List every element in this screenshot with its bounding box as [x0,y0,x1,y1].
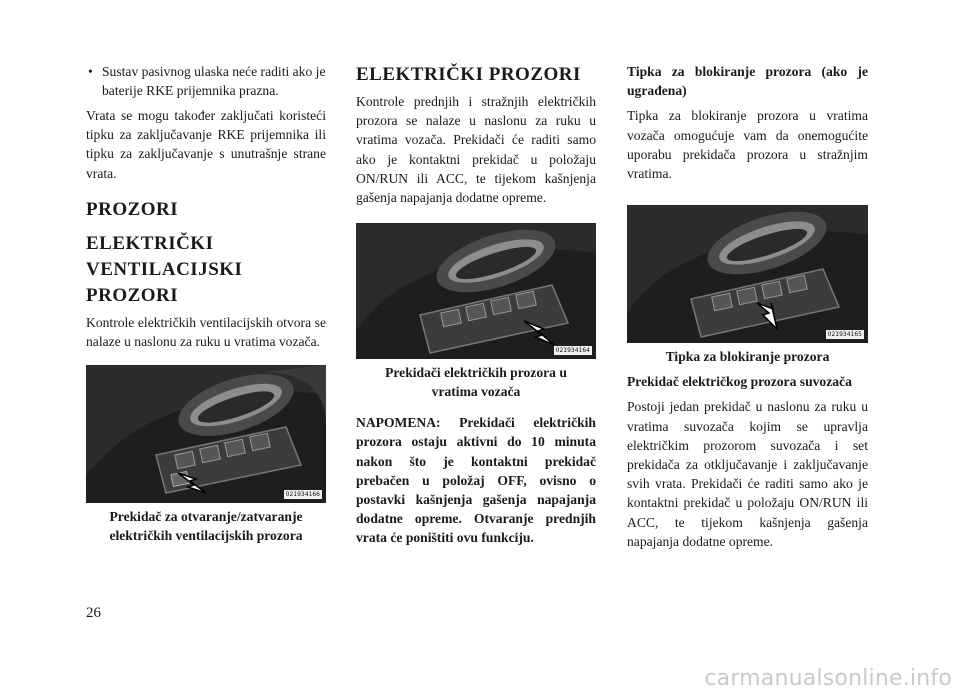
caption-vent-line1: Prekidač za otvaranje/zatvaranje [109,509,303,525]
paragraph-window-lock: Tipka za blokiranje prozora u vratima vozača omogućuje vam da onemogućite uporabu prekidača prozora u stražnjim vratima. [627,108,868,182]
column-middle [356,62,596,548]
door-panel-photo-driver [356,223,596,359]
door-panel-photo-lock [627,205,868,343]
paragraph-power-window-controls: Kontrole prednjih i stražnjih električkih prozora se nalaze u naslonu za ruku u vratima vozača. Prekidači će raditi samo ako je kontaktni prekidač u položaju ON/RUN ili ACC, te tijekom kašnjenja gašenja napajanja dodatne opreme. [356,94,596,206]
door-panel-photo-vent [86,365,326,503]
heading-power-windows: ELEKTRIČKI PROZORI [356,64,581,85]
image-code: 021934164 [555,347,590,355]
caption-driver-line2: vratima vozača [431,384,521,400]
caption-vent-line2: električkih ventilacijskih prozora [109,528,303,544]
bullet-item [86,62,326,100]
paragraph-passenger-switch: Postoji jedan prekidač u naslonu za ruku u vratima suvozača kojim se upravlja električkim prozorom suvozača i set prekidača za otključavanje i zaključavanje svih vrata. Prekidači će raditi samo ako je kontaktni prekidač u položaju ON/RUN ili ACC, te tijekom kašnjenja gašenja napajanja dodatne opreme. [627,399,868,549]
heading-windows: PROZORI [86,198,179,220]
image-code: 021934166 [285,491,320,499]
page-number: 26 [86,605,101,621]
heading-vent-windows-line2: VENTILACIJSKI PROZORI [86,258,243,306]
column-right [627,62,868,551]
door-panel-illustration [627,205,868,343]
column-left [86,62,326,545]
door-panel-illustration [356,223,596,359]
heading-vent-windows-line1: ELEKTRIČKI [86,232,214,254]
bullet-icon: • [88,64,93,79]
note-paragraph: NAPOMENA: Prekidači električkih prozora ostaju aktivni do 10 minuta nakon što je kontaktni prekidač prebačen u položaj OFF, ovisno o postavki kašnjenja gašenja napajanja dodatne opreme. Otvaranje prednjih vrata će poništiti ovu funkciju. [356,415,596,546]
paragraph-vent-controls: Kontrole električkih ventilacijskih otvora se nalaze u naslonu za ruku u vratima vozača. [86,314,326,350]
caption-driver-line1: Prekidači električkih prozora u [385,365,567,381]
subheading-window-lock: Tipka za blokiranje prozora (ako je ugrađena) [627,64,868,99]
watermark: carmanualsonline.info [704,666,952,691]
door-panel-illustration [86,365,326,503]
image-code: 021934165 [827,331,862,339]
paragraph-lock-info: Vrata se mogu također zaključati koristeći tipku za zaključavanje RKE prijemnika ili tipku za zaključavanje s unutrašnje strane vrata. [86,108,326,181]
bullet-text: Sustav pasivnog ulaska neće raditi ako je baterije RKE prijemnika prazna. [102,64,326,98]
caption-window-lock: Tipka za blokiranje prozora [665,349,830,365]
subheading-passenger-switch: Prekidač električkog prozora suvozača [627,374,852,390]
